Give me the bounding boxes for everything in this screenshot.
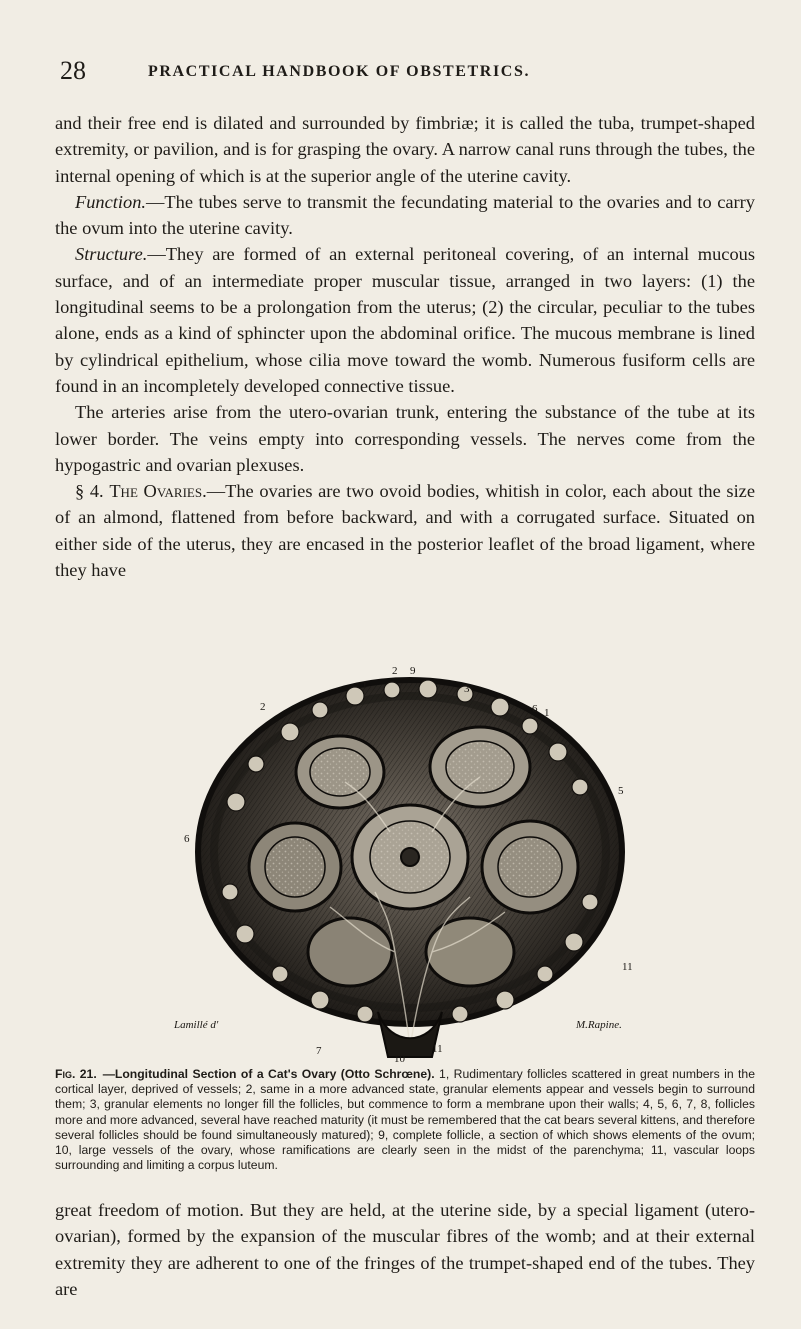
paragraph-function: Function.—The tubes serve to transmit the fecundating material to the ovaries and to carry the ovum into the uterine cavity. bbox=[55, 191, 755, 239]
label-5: 5 bbox=[618, 785, 624, 797]
paragraph-arteries: The arteries arise from the utero-ovarian trunk, entering the substance of the tube at its lower border. The veins empty into corresponding vessels. The nerves come from the hypogastric and ovarian plexuses. bbox=[55, 402, 755, 475]
label-3: 3 bbox=[464, 683, 470, 695]
label-7: 7 bbox=[316, 1045, 322, 1057]
running-head bbox=[60, 54, 760, 88]
label-9: 9 bbox=[410, 665, 416, 677]
paragraph-structure: Structure.—They are formed of an external peritoneal covering, of an internal mucous surface, and of an intermediate proper muscular tissue, arranged in two layers: (1) the longitudinal seems to be a prolongation from the uterus; (2) the circular, peculiar to the tubes alone, ends as a kind of sphincter upon the abdominal orifice. The mucous membrane is lined by cylindrical epithelium, whose cilia move toward the womb. Numerous fusiform cells are found in an incompletely developed connective tissue. bbox=[55, 244, 755, 396]
figure-caption bbox=[55, 1067, 755, 1173]
lead-function: Function. bbox=[75, 191, 146, 212]
signature-right: M.Rapine. bbox=[576, 1019, 622, 1031]
paragraph-tuba: and their free end is dilated and surrounded by fimbriæ; it is called the tuba, trumpet-shaped extremity, or pavilion, and is for grasping the ovary. A narrow canal runs through the tubes, the internal opening of which is at the superior angle of the uterine cavity. bbox=[55, 113, 755, 186]
caption-text: 1, Rudimentary follicles scattered in great numbers in the cortical layer, deprived of vessels; 2, same in a more advanced state, granular elements appear and vessels begin to surround them; 3, granular elements no longer fill the follicles, but commence to form a membrane upon their walls; 4, 5, 6, 7, 8, follicles more and more advanced, several have reached maturity (it must be remembered that the cat bears several kittens, and therefore several follicles should be found simultaneously matured); 9, complete follicle, a section of which shows elements of the ovum; 10, large vessels of the ovary, whose ramifications are clearly seen in the midst of the parenchyma; 11, vascular loops surrounding and limiting a corpus luteum. bbox=[55, 1067, 755, 1173]
label-11-a: 11 bbox=[622, 961, 633, 973]
label-2: 2 bbox=[260, 701, 266, 713]
running-title: PRACTICAL HANDBOOK OF OBSTETRICS. bbox=[148, 63, 531, 80]
signature-left: Lamillé d' bbox=[174, 1019, 219, 1031]
section-mark: § 4. bbox=[75, 481, 104, 502]
ovary-engraving bbox=[170, 652, 650, 1062]
lead-structure: Structure. bbox=[75, 244, 148, 265]
paragraph-ovaries: § 4. The Ovaries.—The ovaries are two ovoid bodies, whitish in color, each about the size of an almond, flattened from before backward, and with a corrugated surface. Situated on either side of the uterus, they are encased in the posterior leaflet of the broad ligament, where they have bbox=[55, 481, 756, 581]
caption-label: Fig. 21. bbox=[55, 1067, 97, 1081]
label-1-right: 1 bbox=[544, 707, 550, 719]
label-11-b: 11 bbox=[432, 1043, 443, 1055]
caption-title: —Longitudinal Section of a Cat's Ovary (Otto Schrœne). bbox=[102, 1067, 435, 1081]
body-text-top bbox=[55, 110, 755, 583]
label-2-top: 2 bbox=[392, 665, 398, 677]
label-6-left: 6 bbox=[184, 833, 190, 845]
paragraph-freedom: great freedom of motion. But they are held, at the uterine side, by a special ligament (utero-ovarian), formed by the expansion of the muscular fibres of the womb; and at their external extremity they are adherent to one of the fringes of the trumpet-shaped end of the tubes. They are bbox=[55, 1200, 755, 1299]
page-number: 28 bbox=[60, 56, 86, 85]
figure-ovary-section bbox=[170, 652, 650, 1062]
label-1: 1 bbox=[362, 679, 368, 691]
body-text-bottom bbox=[55, 1197, 755, 1302]
lead-ovaries: The Ovaries. bbox=[109, 481, 207, 502]
label-10: 10 bbox=[394, 1053, 405, 1062]
label-6-right: 6 bbox=[532, 703, 538, 715]
